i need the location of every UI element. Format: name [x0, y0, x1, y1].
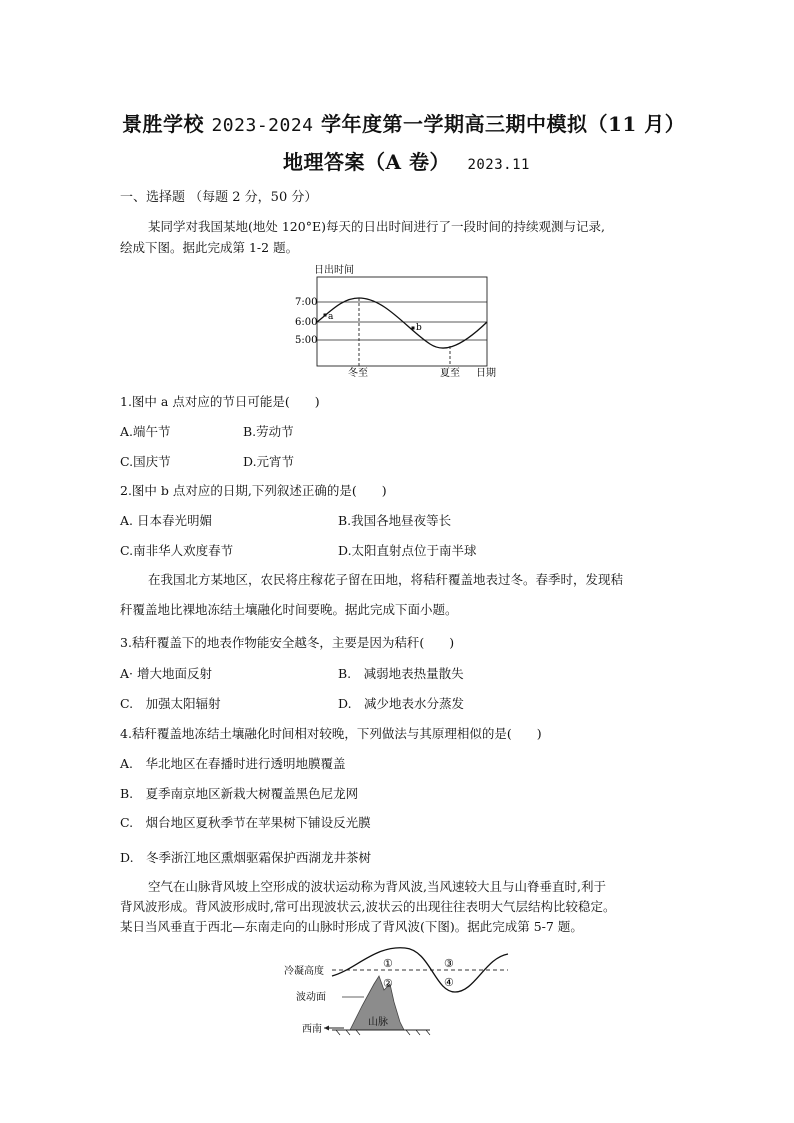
q4-option-a: A. 华北地区在春播时进行透明地膜覆盖: [120, 756, 346, 771]
fig2-direction-label: 西南: [302, 1024, 322, 1035]
q1-option-c: C.国庆节: [120, 454, 171, 469]
passage3-line2: 背风波形成。背风波形成时,常可出现波状云,波状云的出现往往表明大气层结构比较稳定。: [120, 899, 616, 914]
fig1-label-a: a: [328, 312, 334, 322]
q3-option-c: C. 加强太阳辐射: [120, 696, 221, 711]
fig1-label-b: b: [416, 323, 422, 333]
q4-option-d: D. 冬季浙江地区熏烟驱霜保护西湖龙井茶树: [120, 850, 372, 865]
q4-option-b: B. 夏季南京地区新栽大树覆盖黑色尼龙网: [120, 786, 359, 801]
section-heading: 一、选择题 （每题 2 分，50 分）: [120, 190, 318, 205]
title-school: 景胜学校: [122, 112, 204, 136]
passage1-line2: 绘成下图。据此完成第 1-2 题。: [120, 240, 299, 255]
q2-option-d: D.太阳直射点位于南半球: [338, 543, 477, 558]
subtitle-subject: 地理答案（A 卷）: [283, 150, 450, 174]
q2-option-a: A. 日本春光明媚: [120, 513, 212, 528]
fig1-curve: [317, 298, 487, 348]
passage1-line1: 某同学对我国某地(地处 120°E)每天的日出时间进行了一段时间的持续观测与记录,: [148, 219, 605, 234]
fig1-ylabel: 日出时间: [314, 265, 354, 276]
q1-stem: 1.图中 a 点对应的节日可能是( ): [120, 394, 320, 409]
q3-option-a: A· 增大地面反射: [120, 666, 212, 681]
q4-option-c: C. 烟台地区夏秋季节在苹果树下铺设反光膜: [120, 815, 371, 830]
fig2-marker-2: ②: [383, 977, 393, 990]
title-exam: 学年度第一学期高三期中模拟（11 月）: [320, 112, 686, 136]
title-years: 2023-2024: [211, 115, 314, 136]
fig1-ytick-5: 5:00: [295, 335, 318, 346]
q2-option-c: C.南非华人欢度春节: [120, 543, 234, 558]
page-title: [122, 108, 685, 137]
fig1-ytick-7: 7:00: [295, 297, 318, 308]
fig2-wave-label: 波动面: [296, 992, 326, 1003]
q4-stem: 4.秸秆覆盖地冻结土壤融化时间相对较晚，下列做法与其原理相似的是( ): [120, 726, 542, 741]
fig2-marker-3: ③: [444, 957, 454, 970]
fig2-marker-1: ①: [383, 957, 393, 970]
fig2-condense-label: 冷凝高度: [284, 966, 324, 977]
passage3-line1: 空气在山脉背风坡上空形成的波状运动称为背风波,当风速较大且与山脊垂直时,利于: [148, 879, 606, 894]
passage3-line3: 某日当风垂直于西北—东南走向的山脉时形成了背风波(下图)。据此完成第 5-7 题。: [120, 919, 583, 934]
fig1-point-a: [324, 314, 327, 317]
fig1-ytick-6: 6:00: [295, 317, 318, 328]
sunrise-figure: [290, 262, 510, 380]
subtitle-date: 2023.11: [467, 157, 530, 173]
fig2-ground-hatch: [336, 1030, 430, 1035]
fig2-marker-4: ④: [444, 976, 454, 989]
fig1-xtick-summer: 夏至: [440, 368, 460, 379]
fig2-mountain-label: 山脉: [368, 1017, 388, 1028]
page-subtitle: [283, 146, 530, 175]
q2-option-b: B.我国各地昼夜等长: [338, 513, 452, 528]
fig1-xtick-winter: 冬至: [348, 368, 368, 379]
passage2-line2: 秆覆盖地比裸地冻结土壤融化时间要晚。据此完成下面小题。: [120, 602, 458, 617]
q1-option-b: B.劳动节: [243, 424, 294, 439]
q3-option-d: D. 减少地表水分蒸发: [338, 696, 465, 711]
q1-option-a: A.端午节: [120, 424, 171, 439]
q3-option-b: B. 减弱地表热量散失: [338, 666, 464, 681]
fig1-xlabel: 日期: [476, 368, 496, 379]
q1-option-d: D.元宵节: [243, 454, 295, 469]
q3-stem: 3.秸秆覆盖下的地表作物能安全越冬，主要是因为秸秆( ): [120, 635, 455, 650]
fig2-arrow-head: [324, 1026, 329, 1031]
passage2-line1: 在我国北方某地区，农民将庄稼花子留在田地，将秸秆覆盖地表过冬。春季时，发现秸: [148, 572, 624, 587]
fig1-point-b: [412, 327, 415, 330]
lee-wave-figure: [280, 940, 520, 1040]
q2-stem: 2.图中 b 点对应的日期,下列叙述正确的是( ): [120, 483, 387, 498]
